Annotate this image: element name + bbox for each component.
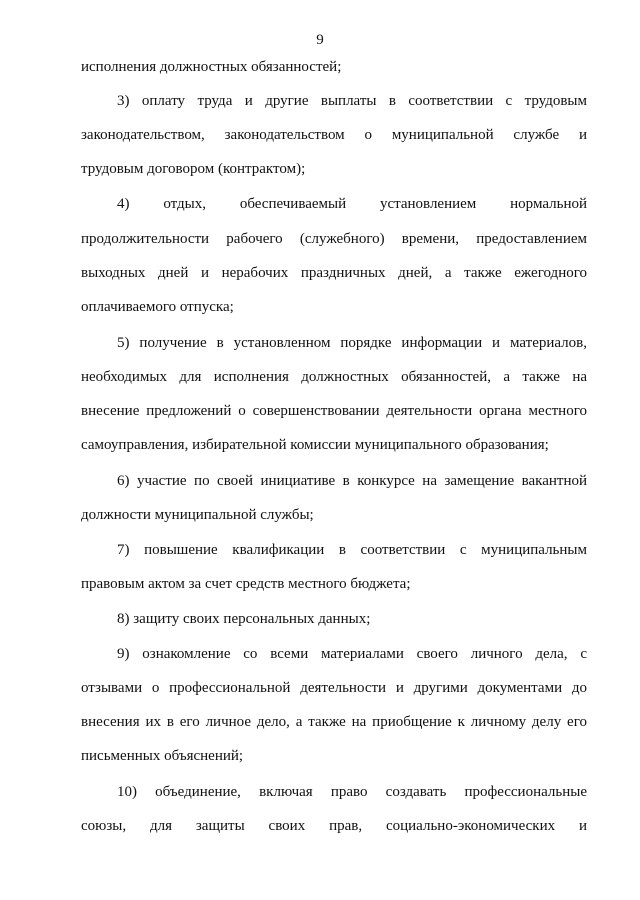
text-line: 4) отдых, обеспечиваемый установлением нормальной xyxy=(117,196,587,212)
text-line: внесения их в его личное дело, а также на приобщение к личному делу его xyxy=(81,714,587,730)
text-line: исполнения должностных обязанностей; xyxy=(81,59,342,75)
text-line: должности муниципальной службы; xyxy=(81,507,314,523)
text-line: продолжительности рабочего (служебного) времени, предоставлением xyxy=(81,231,587,247)
text-line: трудовым договором (контрактом); xyxy=(81,161,306,177)
text-line: самоуправления, избирательной комиссии муниципального образования; xyxy=(81,437,549,453)
text-line: 6) участие по своей инициативе в конкурсе на замещение вакантной xyxy=(117,473,587,489)
page-number: 9 xyxy=(316,32,324,48)
text-line: выходных дней и нерабочих праздничных дней, а также ежегодного xyxy=(81,265,587,281)
text-line: 7) повышение квалификации в соответствии с муниципальным xyxy=(117,542,587,558)
text-line: союзы, для защиты своих прав, социально-экономических и xyxy=(81,818,587,834)
text-line: 5) получение в установленном порядке информации и материалов, xyxy=(117,335,587,351)
text-line: 3) оплату труда и другие выплаты в соответствии с трудовым xyxy=(117,93,587,109)
text-line: 9) ознакомление со всеми материалами своего личного дела, с xyxy=(117,646,587,662)
text-line: необходимых для исполнения должностных обязанностей, а также на xyxy=(81,369,587,385)
text-line: законодательством, законодательством о муниципальной службе и xyxy=(81,127,587,143)
text-line: отзывами о профессиональной деятельности и другими документами до xyxy=(81,680,587,696)
text-line: внесение предложений о совершенствовании деятельности органа местного xyxy=(81,403,587,419)
text-line: правовым актом за счет средств местного бюджета; xyxy=(81,576,411,592)
text-line: 8) защиту своих персональных данных; xyxy=(117,611,371,627)
text-line: письменных объяснений; xyxy=(81,748,244,764)
text-line: 10) объединение, включая право создавать профессиональные xyxy=(117,784,587,800)
text-line: оплачиваемого отпуска; xyxy=(81,299,234,315)
